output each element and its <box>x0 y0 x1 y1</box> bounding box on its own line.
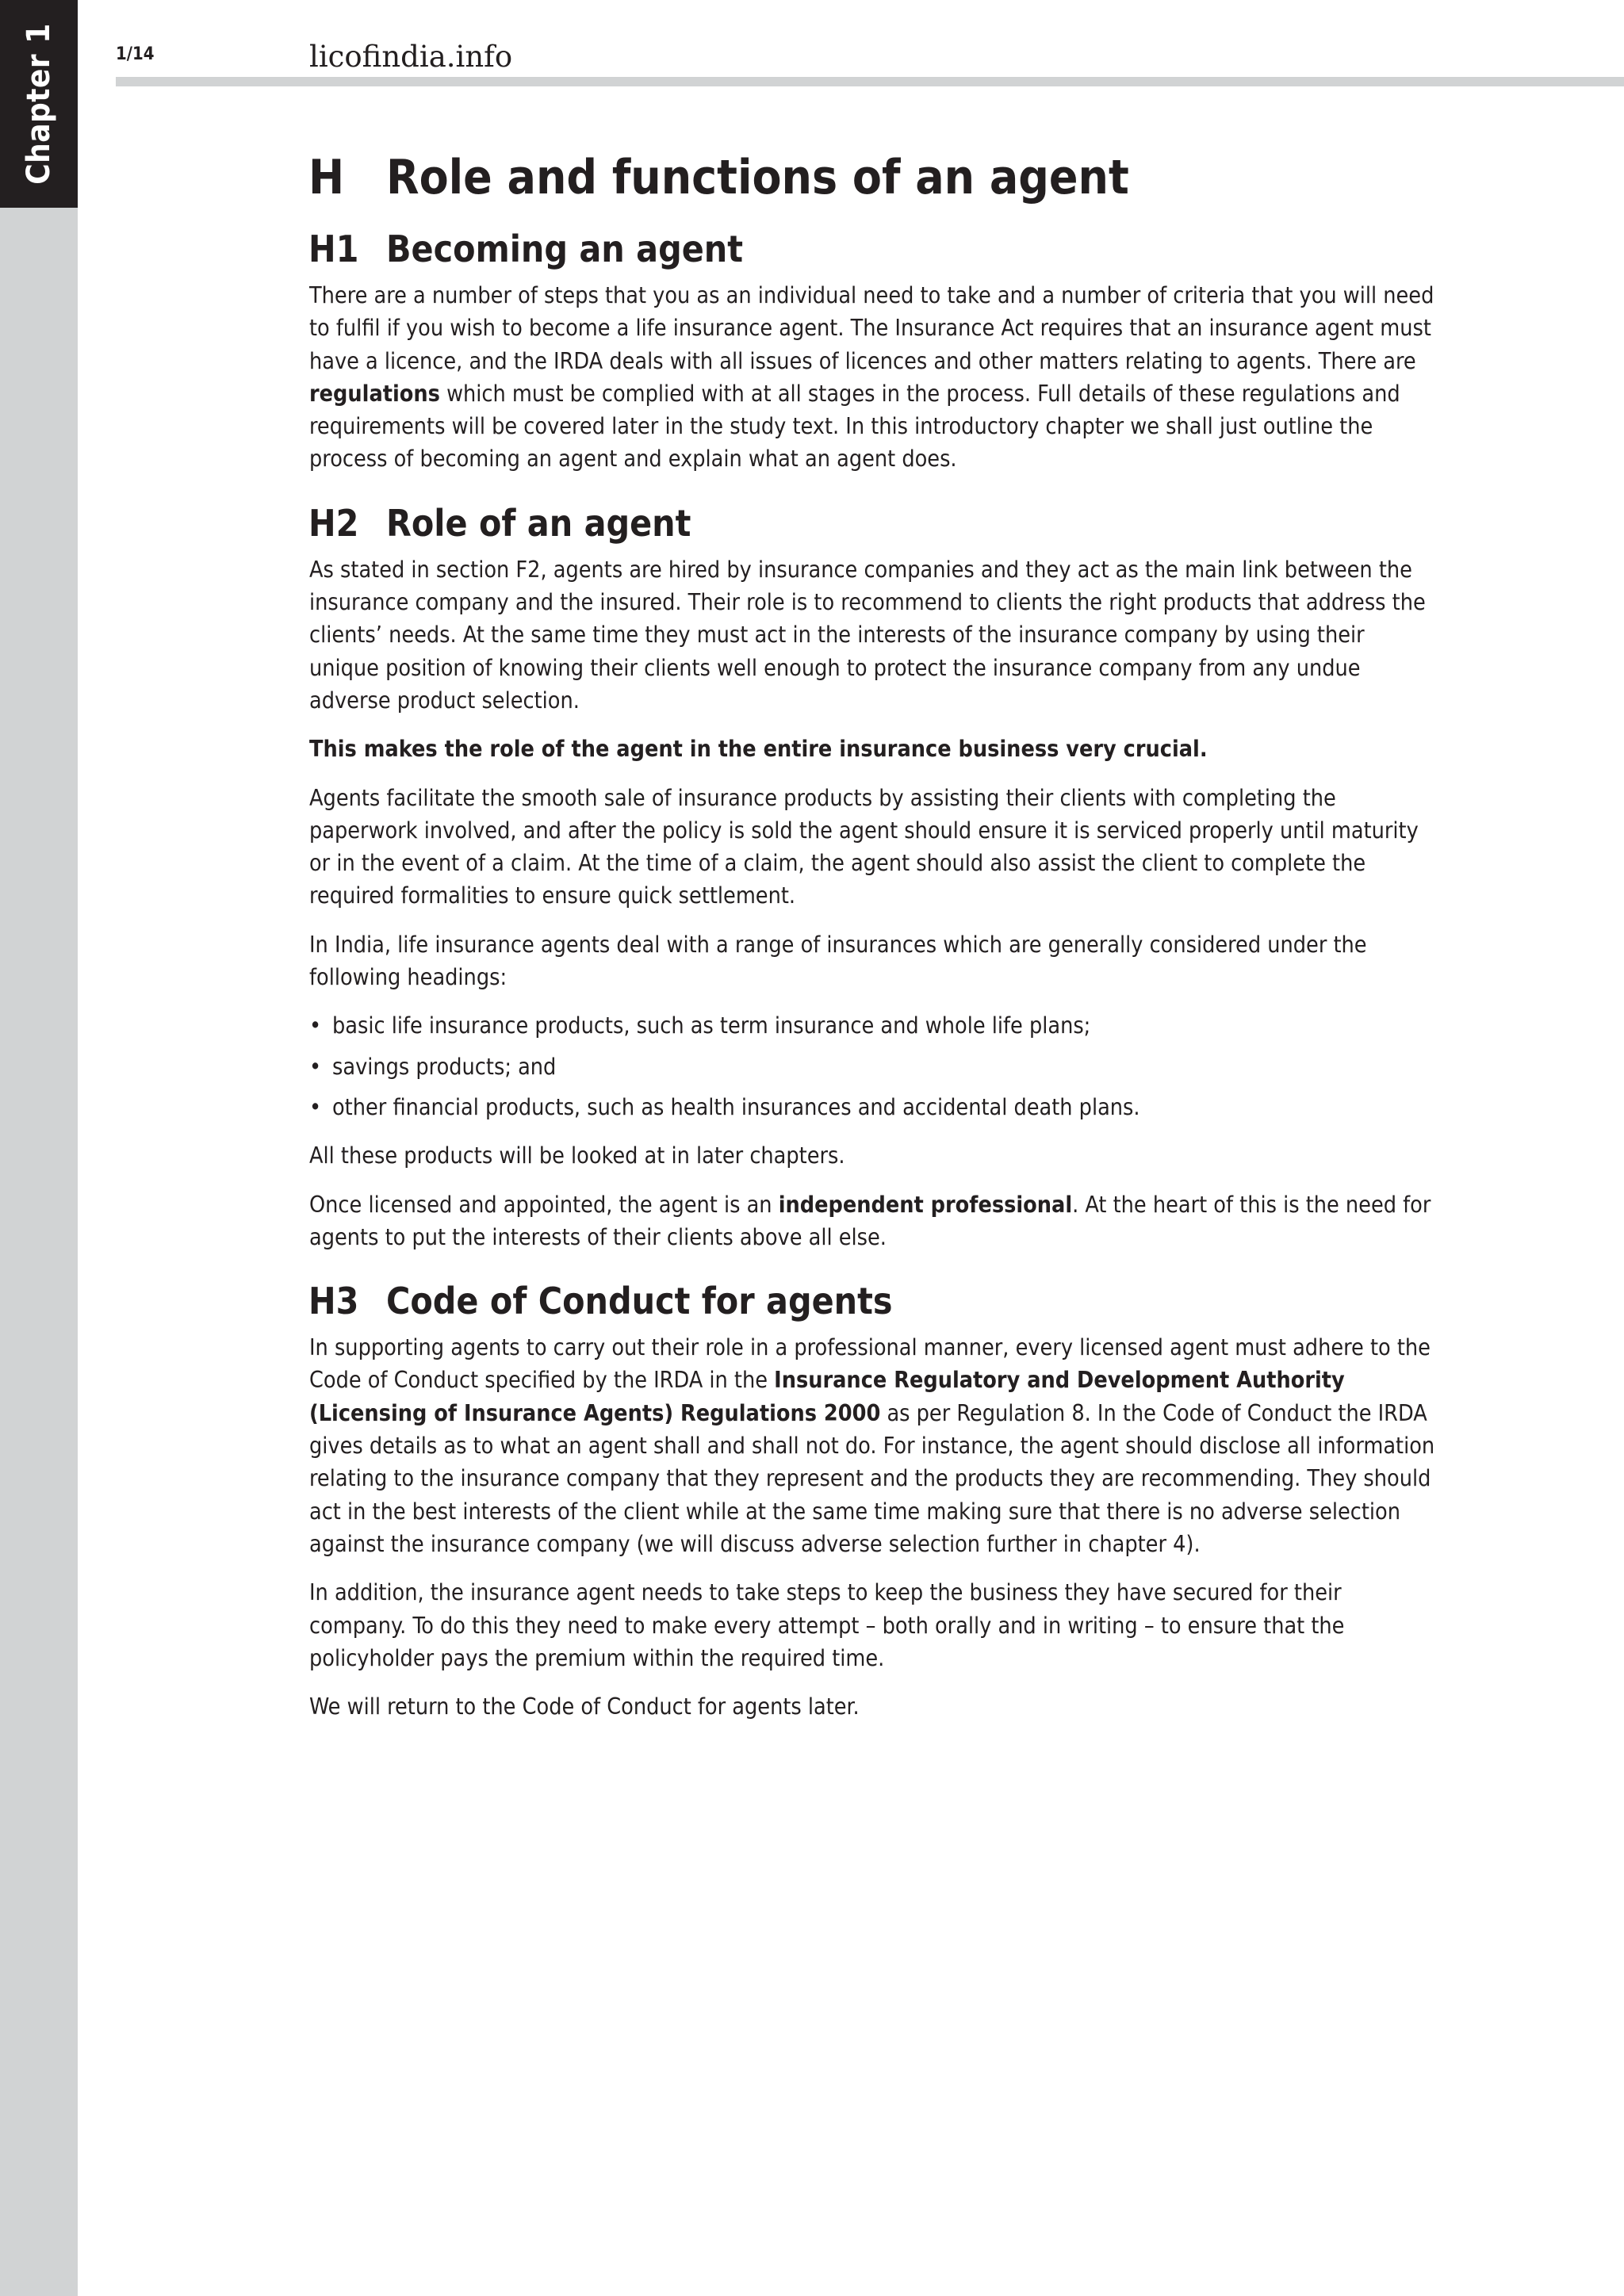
paragraph: Once licensed and appointed, the agent is an independent professional. At the heart of this is the need for agents to put the interests of their clients above all else. <box>309 1191 1431 1250</box>
header-rule <box>116 77 1624 86</box>
paragraph: As stated in section F2, agents are hired by insurance companies and they act as the main link between the insurance company and the insured. Their role is to recommend to clients the right products that address the clients’ needs. At the same time they must act in the interests of the insurance company by using their unique position of knowing their clients well enough to protect the insurance company from any undue adverse product selection. <box>309 556 1426 714</box>
subsection-heading-h2 <box>308 496 1435 550</box>
bullet-list <box>309 1009 1435 1123</box>
bold-term: independent professional <box>778 1191 1073 1218</box>
subsection-heading-h1 <box>308 222 1435 276</box>
page-number: 1/14 <box>116 44 155 64</box>
paragraph: All these products will be looked at in later chapters. <box>309 1142 845 1169</box>
paragraph: In supporting agents to carry out their role in a professional manner, every licensed agent must adhere to the Code of Conduct specified by the IRDA in the Insurance Regulatory and Development Authority (Licensing of Insurance Agents) Regulations 2000 as per Regulation 8. In the Code of Conduct the IRDA gives details as to what an agent shall and shall not do. For instance, the agent should disclose all information relating to the insurance company that they represent and the products they are recommending. They should act in the best interests of the client while at the same time making sure that there is no adverse selection against the insurance company (we will discuss adverse selection further in chapter 4). <box>309 1334 1435 1557</box>
paragraph: Agents facilitate the smooth sale of insurance products by assisting their clients with completing the paperwork involved, and after the policy is sold the agent should ensure it is serviced properly until maturity or in the event of a claim. At the time of a claim, the agent should also assist the client to complete the required formalities to ensure quick settlement. <box>309 784 1419 909</box>
section-number: H <box>308 150 345 205</box>
section-title: Role and functions of an agent <box>386 150 1129 205</box>
bullet-icon: • <box>309 1012 322 1039</box>
chapter-sidebar <box>0 0 78 2296</box>
chapter-label: Chapter 1 <box>21 23 57 185</box>
bold-term: Insurance Regulatory and Development Authority (Licensing of Insurance Agents) Regulations 2000 <box>309 1367 1345 1426</box>
list-item: • savings products; and <box>309 1050 1435 1083</box>
subsection-number: H1 <box>308 228 359 270</box>
bold-statement: This makes the role of the agent in the entire insurance business very crucial. <box>309 736 1208 763</box>
paragraph: There are a number of steps that you as an individual need to take and a number of criteria that you will need to fulfil if you wish to become a life insurance agent. The Insurance Act requires that an insurance agent must have a licence, and the IRDA deals with all issues of licences and other matters relating to agents. There are regulations which must be complied with at all stages in the process. Full details of these regulations and requirements will be covered later in the study text. In this introductory chapter we shall just outline the process of becoming an agent and explain what an agent does. <box>309 282 1434 473</box>
bullet-icon: • <box>309 1053 322 1080</box>
bullet-icon: • <box>309 1093 322 1120</box>
bold-term: regulations <box>309 380 440 407</box>
list-item: • basic life insurance products, such as term insurance and whole life plans; <box>309 1009 1435 1042</box>
paragraph: In India, life insurance agents deal with a range of insurances which are generally considered under the following headings: <box>309 931 1367 991</box>
subsection-title: Code of Conduct for agents <box>386 1280 893 1323</box>
section-heading <box>308 143 1435 212</box>
subsection-title: Becoming an agent <box>386 228 744 270</box>
subsection-title: Role of an agent <box>386 501 691 545</box>
paragraph: We will return to the Code of Conduct for agents later. <box>309 1693 860 1720</box>
list-item: • other financial products, such as health insurances and accidental death plans. <box>309 1091 1435 1123</box>
subsection-number: H3 <box>308 1280 359 1323</box>
subsection-heading-h3 <box>308 1274 1435 1328</box>
chapter-tab <box>0 0 78 208</box>
paragraph: In addition, the insurance agent needs to take steps to keep the business they have secured for their company. To do this they need to make every attempt – both orally and in writing – to ensure that the policyholder pays the premium within the required time. <box>309 1579 1345 1671</box>
site-name: licofindia.info <box>309 40 513 74</box>
page-content <box>309 143 1435 1739</box>
subsection-number: H2 <box>308 501 359 545</box>
